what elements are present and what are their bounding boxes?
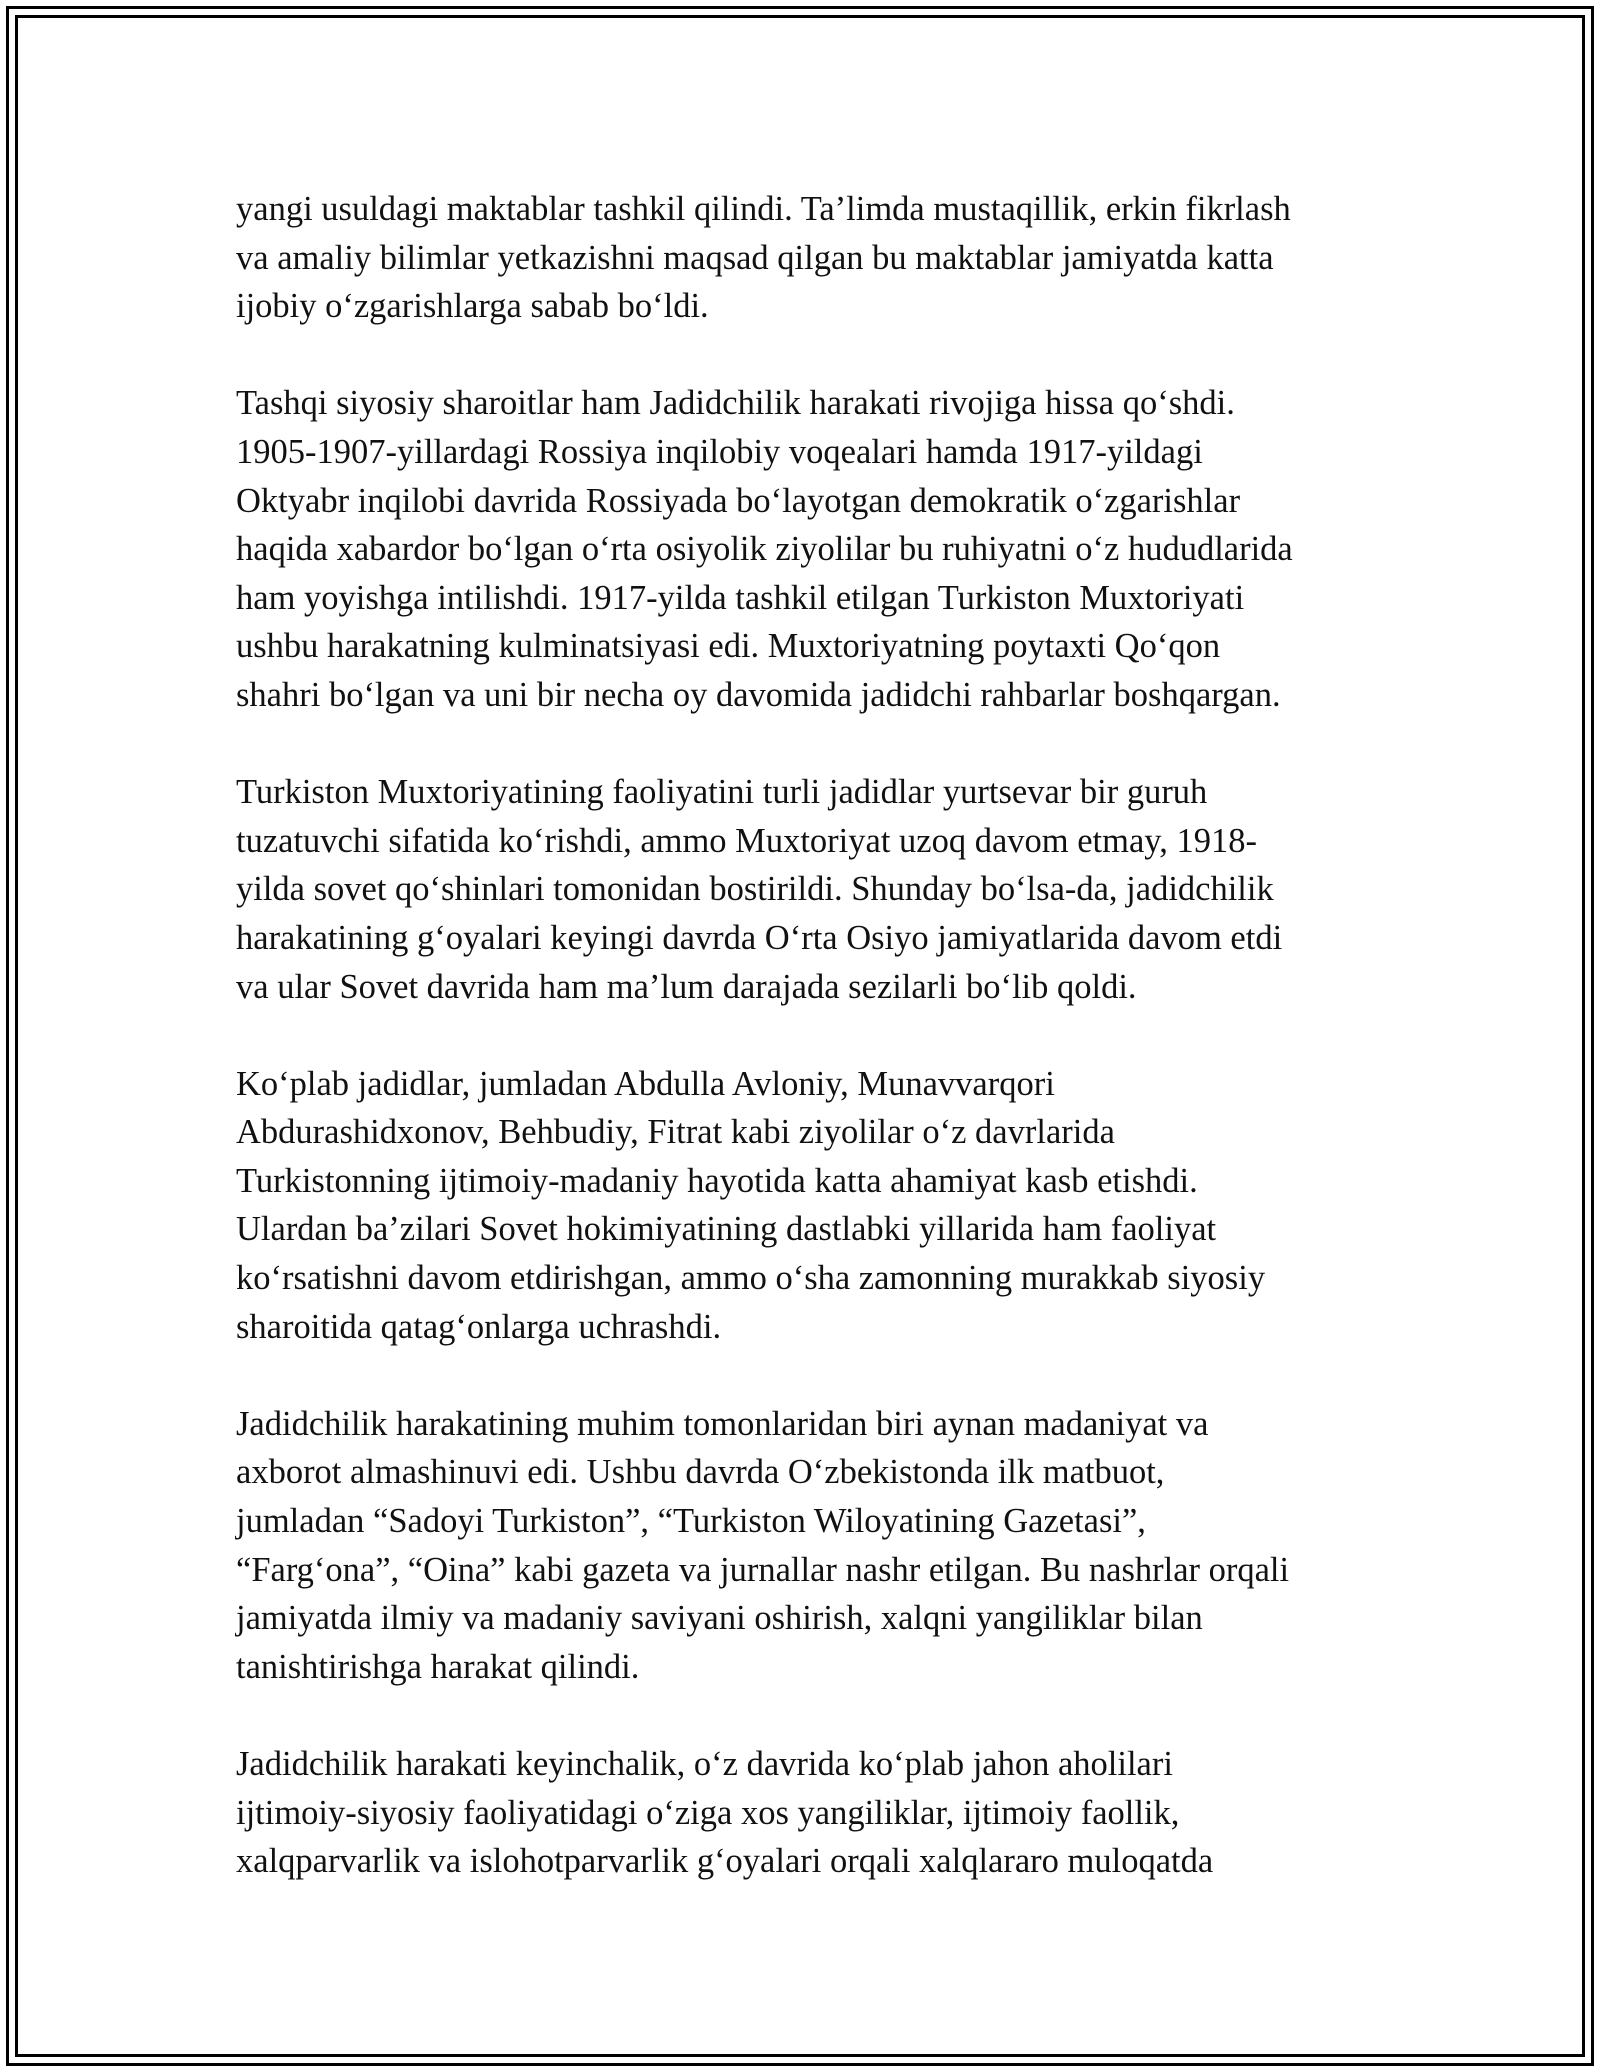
text-line: xalqparvarlik va islohotparvarlik g‘oyalari orqali xalqlararo muloqatda [236,1842,1214,1881]
text-line: axborot almashinuvi edi. Ushbu davrda O‘zbekistonda ilk matbuot, [236,1453,1165,1492]
text-line: ko‘rsatishni davom etdirishgan, ammo o‘sha zamonning murakkab siyosiy [236,1259,1266,1298]
paragraph-2 [236,379,1386,719]
text-line: jumladan “Sadoyi Turkiston”, “Turkiston Wiloyatining Gazetasi”, [236,1502,1146,1541]
text-line: Jadidchilik harakati keyinchalik, o‘z davrida ko‘plab jahon aholilari [236,1745,1173,1783]
paragraph-4 [236,1060,1386,1352]
paragraph-5 [236,1400,1386,1692]
text-line: 1905-1907-yillardagi Rossiya inqilobiy voqealari hamda 1917-yildagi [236,432,1203,471]
text-line: Turkistonning ijtimoiy-madaniy hayotida katta ahamiyat kasb etishdi. [236,1161,1198,1200]
paragraph-1 [236,185,1386,331]
text-line: shahri bo‘lgan va uni bir necha oy davomida jadidchi rahbarlar boshqargan. [236,675,1281,714]
text-line: harakatining g‘oyalari keyingi davrda O‘rta Osiyo jamiyatlarida davom etdi [236,918,1283,957]
text-line: Jadidchilik harakatining muhim tomonlaridan biri aynan madaniyat va [236,1404,1209,1443]
text-line: haqida xabardor bo‘lgan o‘rta osiyolik ziyolilar bu ruhiyatni o‘z hududlarida [236,530,1293,569]
text-line: Tashqi siyosiy sharoitlar ham Jadidchilik harakati rivojiga hissa qo‘shdi. [236,384,1235,423]
text-line: va amaliy bilimlar yetkazishni maqsad qilgan bu maktablar jamiyatda katta [236,238,1274,277]
paragraph-3 [236,768,1386,1011]
text-line: va ular Sovet davrida ham ma’lum darajada sezilarli bo‘lib qoldi. [236,967,1137,1006]
text-line: ushbu harakatning kulminatsiyasi edi. Muxtoriyatning poytaxti Qo‘qon [236,627,1221,666]
text-line: Ulardan ba’zilari Sovet hokimiyatining dastlabki yillarida ham faoliyat [236,1210,1217,1249]
text-line: tanishtirishga harakat qilindi. [236,1647,640,1686]
text-line: Abdurashidxonov, Behbudiy, Fitrat kabi ziyolilar o‘z davrlarida [236,1113,1115,1152]
text-line: Ko‘plab jadidlar, jumladan Abdulla Avloniy, Munavvarqori [236,1064,1055,1103]
text-line: ijtimoiy-siyosiy faoliyatidagi o‘ziga xos yangiliklar, ijtimoiy faollik, [236,1793,1180,1832]
text-line: “Farg‘ona”, “Oina” kabi gazeta va jurnallar nashr etilgan. Bu nashrlar orqali [236,1550,1290,1589]
text-line: tuzatuvchi sifatida ko‘rishdi, ammo Muxtoriyat uzoq davom etmay, 1918- [236,821,1258,860]
text-line: jamiyatda ilmiy va madaniy saviyani oshirish, xalqni yangiliklar bilan [236,1599,1203,1638]
text-line: sharoitida qatag‘onlarga uchrashdi. [236,1307,722,1346]
text-line: ijobiy o‘zgarishlarga sabab bo‘ldi. [236,287,709,326]
text-line: ham yoyishga intilishdi. 1917-yilda tashkil etilgan Turkiston Muxtoriyati [236,578,1245,617]
text-line: yangi usuldagi maktablar tashkil qilindi. Ta’limda mustaqillik, erkin fikrlash [236,190,1291,228]
text-line: Oktyabr inqilobi davrida Rossiyada bo‘layotgan demokratik o‘zgarishlar [236,481,1241,520]
text-line: Turkiston Muxtoriyatining faoliyatini turli jadidlar yurtsevar bir guruh [236,773,1208,812]
paragraph-6 [236,1740,1386,1886]
text-line: yilda sovet qo‘shinlari tomonidan bostirildi. Shunday bo‘lsa-da, jadidchilik [236,870,1274,909]
document-body [236,185,1386,1886]
